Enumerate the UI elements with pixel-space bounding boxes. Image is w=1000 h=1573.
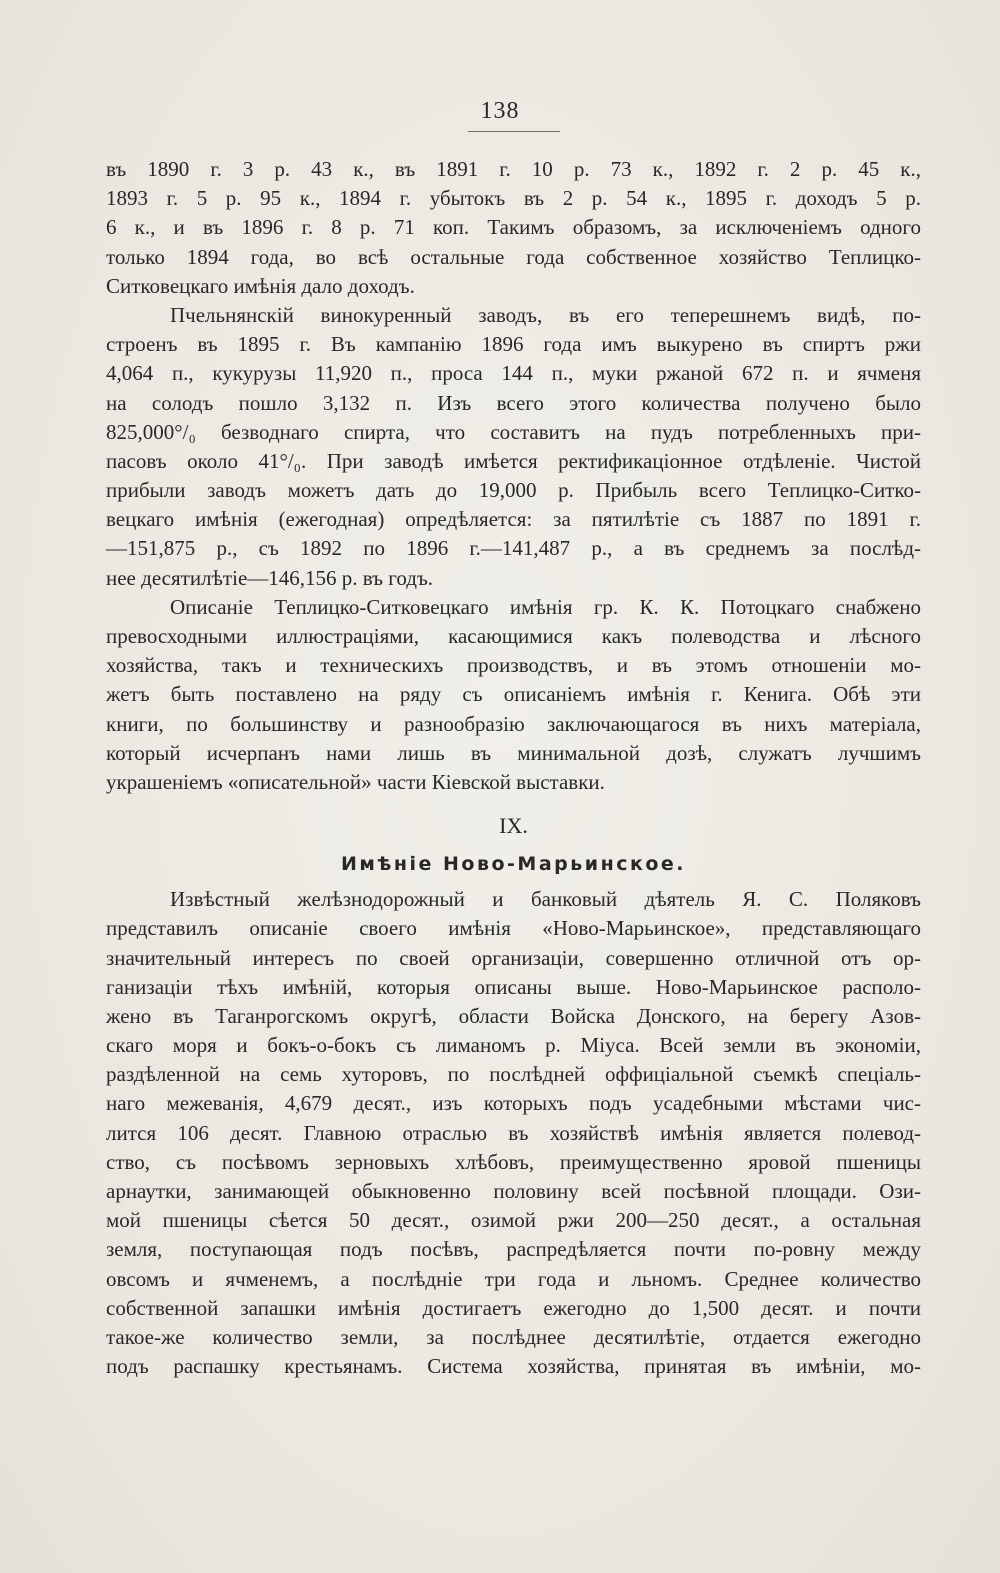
text-line: украшеніемъ «описательной» части Кіевской выставки. [106, 769, 605, 794]
text-line: въ 1890 г. 3 р. 43 к., въ 1891 г. 10 р. 73 к., 1892 г. 2 р. 45 к., [106, 157, 921, 181]
text-line: превосходными иллюстраціями, касающимися какъ полеводства и лѣсного [106, 624, 921, 648]
text-line: скаго моря и бокъ-о-бокъ съ лиманомъ р. Міуса. Всей земли въ экономіи, [106, 1033, 921, 1058]
text-line: книги, по большинству и разнообразію заключающагося въ нихъ матеріала, [106, 711, 921, 736]
text-line: земля, поступающая подъ посѣвъ, распредѣляется почти по-ровну между [106, 1237, 921, 1262]
text-line: —151,875 р., съ 1892 по 1896 г.—141,487 р., а въ среднемъ за послѣд- [106, 536, 921, 561]
text-line: строенъ въ 1895 г. Въ кампанію 1896 года имъ выкурено въ спиртъ ржи [106, 332, 921, 357]
text-line: пасовъ около 41°/₀. При заводѣ имѣется ректификаціонное отдѣленіе. Чистой [106, 448, 921, 473]
text-line: только 1894 года, во всѣ остальные года собственное хозяйство Теплицко- [106, 244, 921, 269]
text-line: лится 106 десят. Главною отраслью въ хозяйствѣ имѣнія является полевод- [106, 1120, 921, 1145]
page-number-rule [468, 131, 560, 132]
text-line: жено въ Таганрогскомъ округѣ, области Войска Донского, на берегу Азов- [106, 1003, 921, 1028]
text-line: на солодъ пошло 3,132 п. Изъ всего этого количества получено было [106, 390, 921, 415]
text-line: прибыли заводъ можетъ дать до 19,000 р. Прибыль всего Теплицко-Ситко- [106, 478, 921, 503]
text-line: подъ распашку крестьянамъ. Система хозяйства, принятая въ имѣніи, мо- [106, 1354, 921, 1379]
text-line: вецкаго имѣнія (ежегодная) опредѣляется: за пятилѣтіе съ 1887 по 1891 г. [106, 507, 921, 532]
text-line: наго межеванія, 4,679 десят., изъ которыхъ подъ усадебными мѣстами чис- [106, 1091, 921, 1116]
text-line: 825,000°/₀ безводнаго спирта, что составитъ на пудъ потребленныхъ при- [106, 419, 921, 444]
text-line: овсомъ и ячменемъ, а послѣдніе три года и льномъ. Среднее количество [106, 1266, 921, 1291]
text-line: раздѣленной на семь хуторовъ, по послѣдней оффиціальной съемкѣ спеціаль- [106, 1062, 921, 1087]
text-line: 6 к., и въ 1896 г. 8 р. 71 коп. Такимъ образомъ, за исключеніемъ одного [106, 215, 921, 240]
text-line: Ситковецкаго имѣнія дало доходъ. [106, 273, 415, 298]
text-line: Извѣстный желѣзнодорожный и банковый дѣятель Я. С. Поляковъ [170, 887, 921, 912]
text-line: Описаніе Теплицко-Ситковецкаго имѣнія гр. К. К. Потоцкаго снабжено [170, 594, 921, 619]
text-line: значительный интересъ по своей организаціи, совершенно отличной отъ ор- [106, 945, 921, 970]
text-line: жетъ быть поставлено на ряду съ описаніемъ имѣнія г. Кенига. Обѣ эти [106, 682, 921, 707]
text-line: такое-же количество земли, за послѣднее десятилѣтіе, отдается ежегодно [106, 1324, 921, 1349]
text-line: мой пшеницы сѣется 50 десят., озимой ржи 200—250 десят., а остальная [106, 1208, 921, 1233]
text-line: арнаутки, занимающей обыкновенно половину всей посѣвной площади. Ози- [106, 1179, 921, 1203]
text-line: хозяйства, такъ и техническихъ производствъ, и въ этомъ отношеніи мо- [106, 653, 921, 678]
text-line: 4,064 п., кукурузы 11,920 п., проса 144 п., муки ржаной 672 п. и ячменя [106, 361, 921, 386]
section-title: Имѣніе Ново-Марьинское. [340, 853, 687, 876]
text-line: 1893 г. 5 р. 95 к., 1894 г. убытокъ въ 2 р. 54 к., 1895 г. доходъ 5 р. [106, 186, 921, 211]
text-line: ство, съ посѣвомъ зерновыхъ хлѣбовъ, преимущественно яровой пшеницы [106, 1149, 921, 1174]
paragraph-3 [106, 593, 921, 797]
text-line: собственной запашки имѣнія достигаетъ ежегодно до 1,500 десят. и почти [106, 1295, 921, 1320]
text-line: нее десятилѣтіе—146,156 р. въ годъ. [106, 565, 434, 590]
paragraph-4 [106, 885, 921, 1381]
text-line: ганизаціи тѣхъ имѣній, которыя описаны выше. Ново-Марьинское располо- [106, 974, 921, 999]
page-body [106, 155, 921, 1381]
paragraph-1 [106, 155, 921, 301]
section-number: IX. [499, 813, 528, 839]
text-line: представилъ описаніе своего имѣнія «Ново-Марьинское», представляющаго [106, 916, 921, 941]
text-line: который исчерпанъ нами лишь въ минимальной дозѣ, служатъ лучшимъ [106, 740, 921, 765]
paragraph-2 [106, 301, 921, 593]
text-line: Пчельнянскій винокуренный заводъ, въ его теперешнемъ видѣ, по- [170, 302, 921, 327]
page-number: 138 [480, 98, 520, 124]
